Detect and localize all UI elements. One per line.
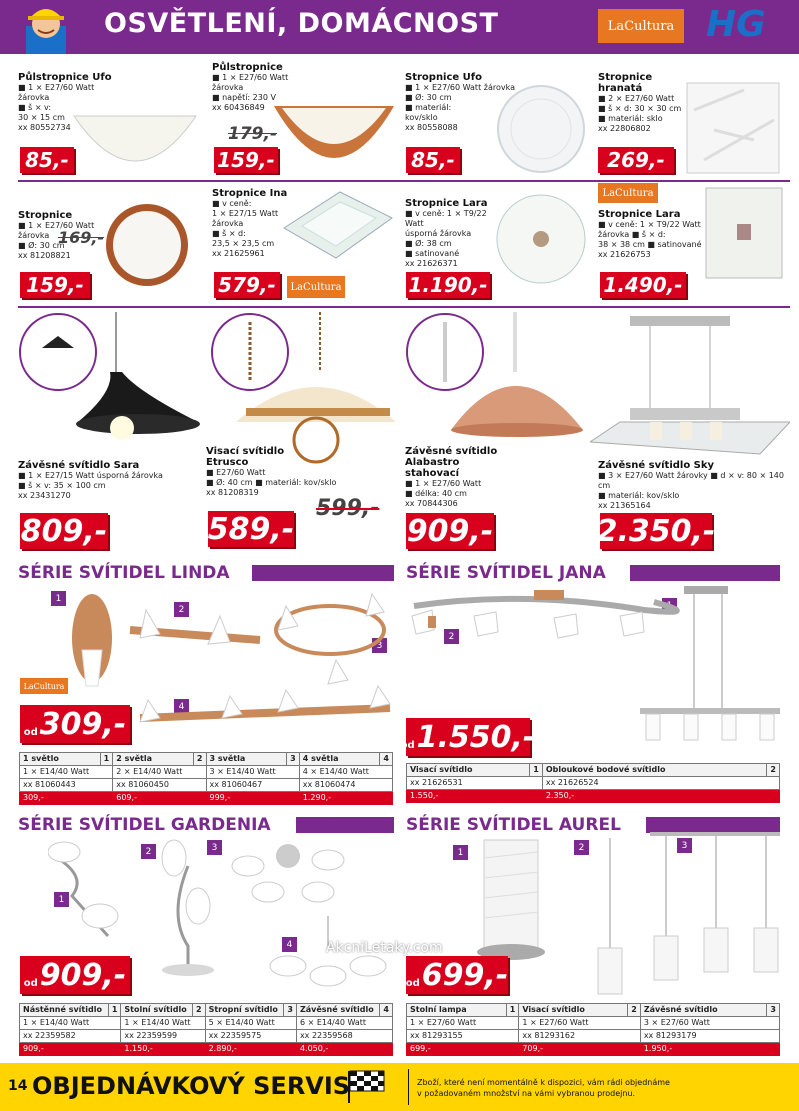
table-cell: Visací svítidlo [519,1004,628,1017]
table-cell: 1 × E14/40 Watt [121,1017,205,1030]
product-spec: ■ š × d: [212,229,246,238]
series-title-aurel: SÉRIE SVÍTIDEL AUREL [406,815,621,835]
table-cell: 2 [628,1004,641,1017]
table-cell: xx 81060443 [20,779,113,792]
table-cell: xx 22359575 [205,1030,296,1043]
product-spec: ■ napětí: 230 V [212,93,276,102]
table-cell: 4 × E14/40 Watt [299,766,392,779]
product-stropnice-lara-square[interactable] [598,209,708,269]
table-cell: xx 81060450 [113,779,206,792]
table-cell: xx 81293155 [407,1030,519,1043]
product-name: Stropnice Lara [405,198,488,209]
table-cell: 4 [380,753,393,766]
product-code: xx 22806802 [598,124,651,133]
table-cell: 1 × E14/40 Watt [20,766,113,779]
product-spec: ■ v ceně: 1 × T9/22 Watt [598,220,701,229]
old-price: 599,- [316,496,380,521]
old-price: 169,- [58,228,105,247]
price-tag: 85,- [20,147,74,173]
product-spec: ■ 1 × E27/15 Watt úsporná žárovka [18,471,163,480]
series-price: 699,- [421,957,509,993]
product-spec: 38 × 38 cm ■ satinované [598,240,702,249]
linda-spec-table [19,752,393,805]
product-spec: ■ Ø: 38 cm [405,239,452,248]
table-cell: 5 × E14/40 Watt [205,1017,296,1030]
od-label: od [23,727,38,738]
round-ceiling-lamp-image [496,84,586,174]
item-number-tag: 3 [677,838,692,853]
wooden-ring-ceiling-lamp-image [104,202,190,288]
page-title: OSVĚTLENÍ, DOMÁCNOST [104,8,499,39]
table-cell: 1 [506,1004,519,1017]
product-spec: žárovka [212,219,244,228]
od-label: od [23,978,38,989]
sky-pendant-image [590,312,790,462]
series-price-tag [20,956,130,994]
alabastro-pendant-image [405,312,591,442]
product-code: xx 21625961 [212,249,265,258]
product-code: xx 70844306 [405,499,458,508]
table-cell: 1 × E14/40 Watt [20,1017,121,1030]
product-name: Stropnice Lara [598,209,681,220]
product-code: xx 23431270 [18,491,71,500]
product-spec: ■ materiál: sklo [598,114,663,123]
table-cell: 3 [284,1004,297,1017]
product-code: xx 81208319 [206,488,259,497]
product-spec: ■ v ceně: 1 × T9/22 Watt [405,209,487,228]
product-spec: ■ 1 × E27/60 Watt [405,479,482,488]
item-number-tag: 2 [174,602,189,617]
price-tag: 589,- [207,511,295,547]
series-price-tag [406,956,508,994]
table-cell: 1 [530,764,543,777]
table-cell: 699,- [407,1043,519,1056]
item-number-tag: 3 [207,840,222,855]
aurel-spec-table [406,1003,780,1056]
square-satin-lamp-image [704,186,784,280]
product-code: xx 81208821 [18,251,71,260]
product-spec: žárovka ■ š × d: [598,230,666,239]
table-cell: 1 světlo [20,753,101,766]
product-spec: ■ 1 × E27/60 Watt žárovka [405,83,515,92]
item-number-tag: 1 [662,598,677,613]
product-spec: ■ materiál: [405,103,452,112]
row-divider [18,180,790,182]
series-price: 309,- [39,706,127,742]
table-cell: xx 21626531 [407,777,543,790]
item-number-tag: 4 [282,937,297,952]
product-name: Stropnice [18,210,73,221]
table-cell: 1.290,- [299,792,392,805]
series-price-tag [20,705,130,743]
series-title-gardenia: SÉRIE SVÍTIDEL GARDENIA [18,815,271,835]
product-name: Závěsné svítidlo Alabastro stahovací [405,446,498,479]
sara-pendant-image [18,312,204,452]
product-code: xx 21365164 [598,501,651,510]
table-cell: xx 81293179 [640,1030,779,1043]
item-number-tag: 3 [372,638,387,653]
price-tag: 159,- [20,272,90,298]
series-title-linda: SÉRIE SVÍTIDEL LINDA [18,563,230,583]
table-cell: 1 [100,753,113,766]
page-footer [0,1063,799,1111]
series-price-tag [400,718,536,756]
product-name: Závěsné svítidlo Sara [18,460,140,471]
page-number: 14 [8,1078,28,1094]
product-spec: ■ Ø: 30 cm [18,241,65,250]
table-cell: xx 22359582 [20,1030,121,1043]
table-cell: Stropní svítidlo [205,1004,284,1017]
lacultura-logo: LaCultura [598,9,684,43]
product-name: Stropnice Ina [212,188,288,199]
product-code: xx 80552734 [18,123,71,132]
product-spec: 23,5 × 23,5 cm [212,239,275,248]
item-number-tag: 2 [141,844,156,859]
aurel-lamps-image [470,828,788,1000]
table-cell: xx 81293162 [519,1030,640,1043]
table-cell: Visací svítidlo [407,764,530,777]
price-tag: 1.190,- [406,272,490,298]
glass-square-lamp-image [280,188,396,262]
series-bar [630,565,780,581]
item-number-tag: 2 [444,629,459,644]
table-cell: 3 [767,1004,780,1017]
price-tag: 909,- [406,513,494,549]
item-number-tag: 2 [574,840,589,855]
series-price: 909,- [39,957,127,993]
product-spec: 30 × 15 cm [18,113,65,122]
product-spec: ■ š × v: 35 × 100 cm [18,481,106,490]
product-code: xx 60436849 [212,103,265,112]
table-cell: 4 světla [299,753,380,766]
table-cell: 3 [287,753,300,766]
product-spec: ■ satinované [405,249,460,258]
product-code: xx 21626753 [598,250,651,259]
item-number-tag: 1 [51,591,66,606]
product-spec: ■ 1 × E27/60 Watt [212,73,289,82]
item-number-tag: 1 [54,892,69,907]
series-title-jana: SÉRIE SVÍTIDEL JANA [406,563,606,583]
product-name: Stropnice hranatá [598,72,653,94]
table-cell: 1.950,- [640,1043,779,1056]
table-cell: Obloukové bodové svítidlo [542,764,767,777]
product-spec: ■ š × d: 30 × 30 cm [598,104,682,113]
table-cell: 4.050,- [296,1043,392,1056]
footer-divider [408,1069,409,1105]
table-cell: 309,- [20,792,113,805]
gardenia-spec-table [19,1003,393,1056]
table-cell: 2.890,- [205,1043,296,1056]
table-cell: 2 [193,753,206,766]
product-zavesne-sky[interactable] [598,460,788,510]
product-spec: ■ 2 × E27/60 Watt [598,94,675,103]
product-spec: žárovka [212,83,244,92]
table-cell: 1.550,- [407,790,543,803]
series-bar [252,565,394,581]
product-spec: úsporná žárovka [405,229,472,238]
half-ceiling-lamp-image [70,96,200,176]
square-ceiling-lamp-image [684,80,782,176]
product-spec: ■ v ceně: [212,199,252,208]
item-number-tag: 1 [453,845,468,860]
hg-logo: HG [706,4,766,45]
wooden-half-ceiling-lamp-image [272,100,396,172]
table-cell: xx 81060474 [299,779,392,792]
table-cell: 1 × E27/60 Watt [519,1017,640,1030]
table-cell: 3 × E27/60 Watt [640,1017,779,1030]
product-code: xx 80558088 [405,123,458,132]
table-cell: 2.350,- [542,790,779,803]
table-cell: 1 [108,1004,121,1017]
round-satin-lamp-image [494,192,588,286]
product-name: Stropnice Ufo [405,72,483,83]
price-tag: 1.490,- [600,272,686,298]
product-name: Visací svítidlo Etrusco [206,446,285,468]
od-label: od [405,978,420,989]
product-spec: žárovka [18,231,50,240]
lacultura-tag: LaCultura [598,183,658,203]
price-tag: 579,- [214,272,280,298]
table-cell: Závěsné svítidlo [296,1004,379,1017]
table-cell: 3 × E14/40 Watt [206,766,299,779]
product-stropnice-lara[interactable] [405,198,505,268]
product-spec: ■ Ø: 40 cm ■ materiál: kov/sklo [206,478,337,487]
table-cell: 2 [767,764,780,777]
table-cell: 609,- [113,792,206,805]
table-cell: 4 [380,1004,393,1017]
worker-mascot-icon [10,0,82,54]
table-cell: xx 81060467 [206,779,299,792]
od-label: od [400,740,415,751]
table-cell: 2 × E14/40 Watt [113,766,206,779]
product-spec: ■ E27/60 Watt [206,468,266,477]
product-spec: ■ 1 × E27/60 Watt [18,221,95,230]
table-cell: xx 22359568 [296,1030,392,1043]
jana-spec-table [406,763,780,803]
series-price: 1.550,- [416,719,536,755]
product-spec: ■ délka: 40 cm [405,489,467,498]
lacultura-tag: LaCultura [20,678,68,694]
price-tag: 85,- [406,147,460,173]
table-cell: Stolní svítidlo [121,1004,193,1017]
item-number-tag: 4 [174,699,189,714]
price-tag: 809,- [20,513,108,549]
product-name: Závěsné svítidlo Sky [598,460,715,471]
product-spec: ■ 3 × E27/60 Watt žárovky ■ d × v: 80 × 140 cm [598,471,784,490]
checkered-flag-icon [345,1069,387,1103]
footer-title: OBJEDNÁVKOVÝ SERVIS [32,1072,351,1100]
table-cell: 2 [193,1004,206,1017]
product-spec: ■ Ø: 30 cm [405,93,452,102]
product-zavesne-sara[interactable] [18,460,198,510]
table-cell: Závěsné svítidlo [640,1004,767,1017]
price-tag: 2.350,- [596,513,716,549]
table-cell: xx 22359599 [121,1030,205,1043]
price-tag: 159,- [214,147,278,173]
page-header [0,0,799,54]
table-cell: 709,- [519,1043,640,1056]
product-name: Půlstropnice [212,62,283,73]
product-spec: ■ materiál: kov/sklo [598,491,680,500]
product-alabastro[interactable] [405,446,525,506]
table-cell: 999,- [206,792,299,805]
product-name: Půlstropnice Ufo [18,72,112,83]
old-price: 179,- [228,124,277,144]
table-cell: 6 × E14/40 Watt [296,1017,392,1030]
product-spec: 1 × E27/15 Watt [212,209,279,218]
lacultura-tag: LaCultura [287,276,345,298]
product-code: xx 21626371 [405,259,458,268]
table-cell: Stolní lampa [407,1004,507,1017]
table-cell: 909,- [20,1043,121,1056]
table-cell: 3 světla [206,753,287,766]
product-spec: žárovka [18,93,50,102]
product-spec: ■ 1 × E27/60 Watt [18,83,95,92]
series-bar [296,817,394,833]
table-cell: xx 21626524 [542,777,779,790]
product-spec: kov/sklo [405,113,438,122]
table-cell: 2 světla [113,753,194,766]
price-tag: 269,- [598,147,674,173]
footer-note: Zboží, které není momentálně k dispozici, vám rádi objednáme v požadovaném množství na vámi vybranou prodejnu. [417,1078,670,1098]
row-divider [18,306,790,308]
product-spec: ■ š × v: [18,103,52,112]
watermark: AkcniLetaky.com [326,940,443,956]
table-cell: 1 × E27/60 Watt [407,1017,519,1030]
table-cell: Nástěnné svítidlo [20,1004,109,1017]
table-cell: 1.150,- [121,1043,205,1056]
